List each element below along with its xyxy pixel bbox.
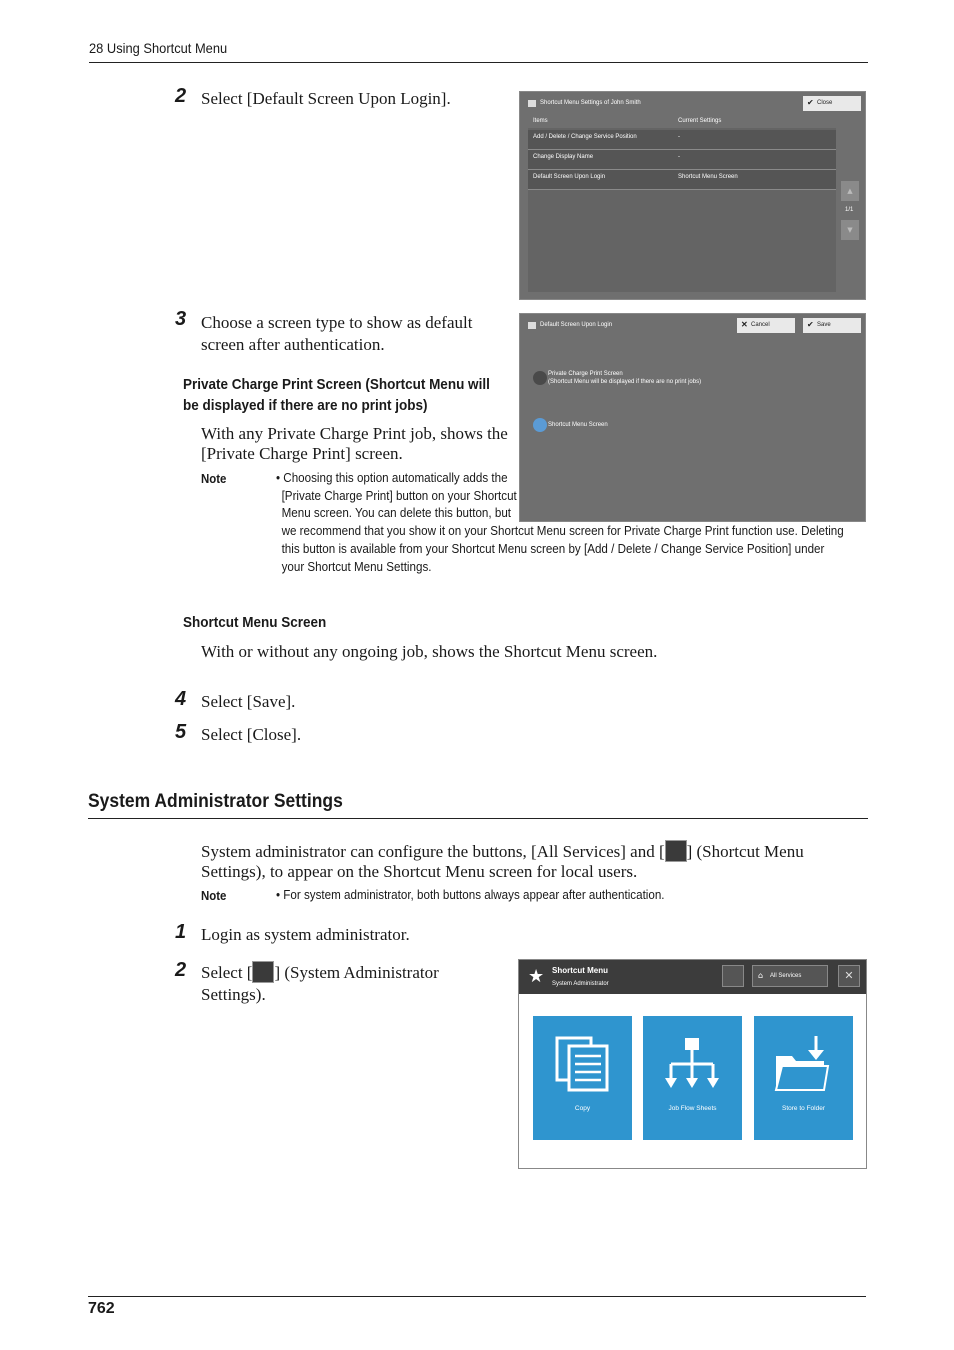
step-text: Select [Save].: [201, 692, 296, 711]
job-flow-icon: [665, 1036, 721, 1092]
tile-copy[interactable]: [533, 1016, 632, 1140]
folder-icon: [774, 1034, 832, 1092]
save-button[interactable]: [803, 318, 861, 333]
scroll-down-icon[interactable]: ▼: [841, 220, 859, 240]
list-item[interactable]: [528, 150, 836, 170]
option1-label: Private Charge Print Screen: [548, 371, 623, 377]
settings-icon: [528, 100, 536, 107]
step-number: 5: [175, 721, 187, 743]
section-rule: [88, 818, 868, 819]
save-label: Save: [817, 322, 831, 328]
step-text: Select [Close].: [201, 725, 302, 744]
col-items: Items: [533, 118, 548, 124]
page-indicator: 1/1: [845, 207, 854, 213]
cancel-label: Cancel: [751, 322, 770, 328]
option2-title: Shortcut Menu Screen: [183, 614, 327, 631]
shortcut-menu-settings-icon: [665, 840, 687, 862]
section-title: System Administrator Settings: [88, 791, 343, 812]
title-bar: [519, 960, 866, 994]
step-number: 2: [175, 85, 187, 107]
screen-title: Shortcut Menu Settings of John Smith: [540, 100, 641, 106]
option2-body: With or without any ongoing job, shows the Shortcut Menu screen.: [201, 642, 658, 661]
tile-label: Store to Folder: [782, 1105, 825, 1112]
item-label: Default Screen Upon Login: [533, 174, 606, 180]
item-value: -: [678, 154, 680, 160]
note-label: Note: [201, 471, 227, 486]
scroll-up-icon[interactable]: ▲: [841, 181, 859, 201]
check-icon: ✔: [807, 98, 814, 107]
list-item[interactable]: [528, 130, 836, 150]
close-button[interactable]: [803, 96, 861, 111]
note-text: • For system administrator, both buttons always appear after authentication.: [276, 888, 665, 902]
item-label: Change Display Name: [533, 154, 594, 160]
close-label: Close: [817, 100, 833, 106]
intro-text-2: ] (Shortcut Menu Settings), to appear on the Shortcut Menu screen for local users.: [201, 842, 804, 881]
settings-icon: [528, 322, 536, 329]
step-text: Login as system administrator.: [201, 925, 410, 944]
step-number: 1: [175, 921, 187, 943]
tile-store-to-folder[interactable]: [754, 1016, 853, 1140]
check-icon: ✔: [807, 320, 814, 329]
option1-sublabel: (Shortcut Menu will be displayed if there are no print jobs): [548, 379, 702, 385]
item-value: Shortcut Menu Screen: [678, 174, 738, 180]
step-number: 2: [175, 959, 187, 981]
menu-subtitle: System Administrator: [552, 981, 609, 987]
list-item[interactable]: [528, 170, 836, 190]
section-intro: [201, 840, 861, 882]
tile-label: Copy: [574, 1105, 591, 1112]
option1-body: With any Private Charge Print job, shows the [Private Charge Print] screen.: [201, 424, 508, 463]
running-head: 28 Using Shortcut Menu: [89, 40, 228, 56]
all-services-button[interactable]: [752, 965, 828, 987]
option1-title: Private Charge Print Screen (Shortcut Menu will be displayed if there are no print jobs): [183, 376, 490, 414]
step-number: 3: [175, 308, 187, 330]
home-icon: ⌂: [758, 971, 764, 980]
menu-title: Shortcut Menu: [552, 966, 608, 975]
page-number: 762: [88, 1300, 115, 1317]
star-icon: ★: [528, 966, 545, 987]
screenshot-shortcut-settings: [519, 91, 866, 300]
header-rule: [89, 62, 868, 63]
close-icon: ✕: [741, 320, 748, 329]
system-admin-icon: [252, 961, 274, 983]
screenshot-shortcut-menu: [518, 959, 867, 1169]
radio-private-charge[interactable]: [533, 371, 547, 385]
step-text-before: Select [: [201, 963, 253, 982]
intro-text: System administrator can configure the buttons, [All Services] and [: [201, 842, 665, 861]
option2-label: Shortcut Menu Screen: [548, 422, 608, 428]
note-text: [276, 470, 845, 576]
tile-label: Job Flow Sheets: [668, 1105, 717, 1112]
note-label: Note: [201, 888, 227, 903]
shortcut-settings-icon[interactable]: ✕: [838, 965, 860, 987]
copy-icon: [555, 1036, 611, 1092]
step-text: [201, 961, 486, 1006]
list-panel: [528, 128, 836, 292]
all-services-label: All Services: [770, 973, 802, 979]
step-text: Select [Default Screen Upon Login].: [201, 89, 451, 108]
footer-rule: [88, 1296, 866, 1297]
item-label: Add / Delete / Change Service Position: [533, 134, 637, 140]
step-number: 4: [175, 688, 187, 710]
radio-shortcut-menu[interactable]: [533, 418, 547, 432]
note-body: • Choosing this option automatically adds the [Private Charge Print] button on your Shortcut Menu screen. You can delete this button, but we recommend that you show it on your Shortcut Menu screen for Private Charge Print function use. Deleting this button is available from your Shortcut Menu screen by [Add / Delete / Change Service Position] under your Shortcut Menu Settings.: [276, 471, 844, 574]
screen-title: Default Screen Upon Login: [540, 322, 613, 328]
step-text: Choose a screen type to show as default screen after authentication.: [201, 313, 473, 354]
col-current: Current Settings: [678, 118, 722, 124]
tile-job-flow-sheets[interactable]: [643, 1016, 742, 1140]
system-admin-icon[interactable]: [722, 965, 744, 987]
cancel-button[interactable]: [737, 318, 795, 333]
item-value: -: [678, 134, 680, 140]
step-text-after: ] (System Administrator Settings).: [201, 963, 439, 1004]
